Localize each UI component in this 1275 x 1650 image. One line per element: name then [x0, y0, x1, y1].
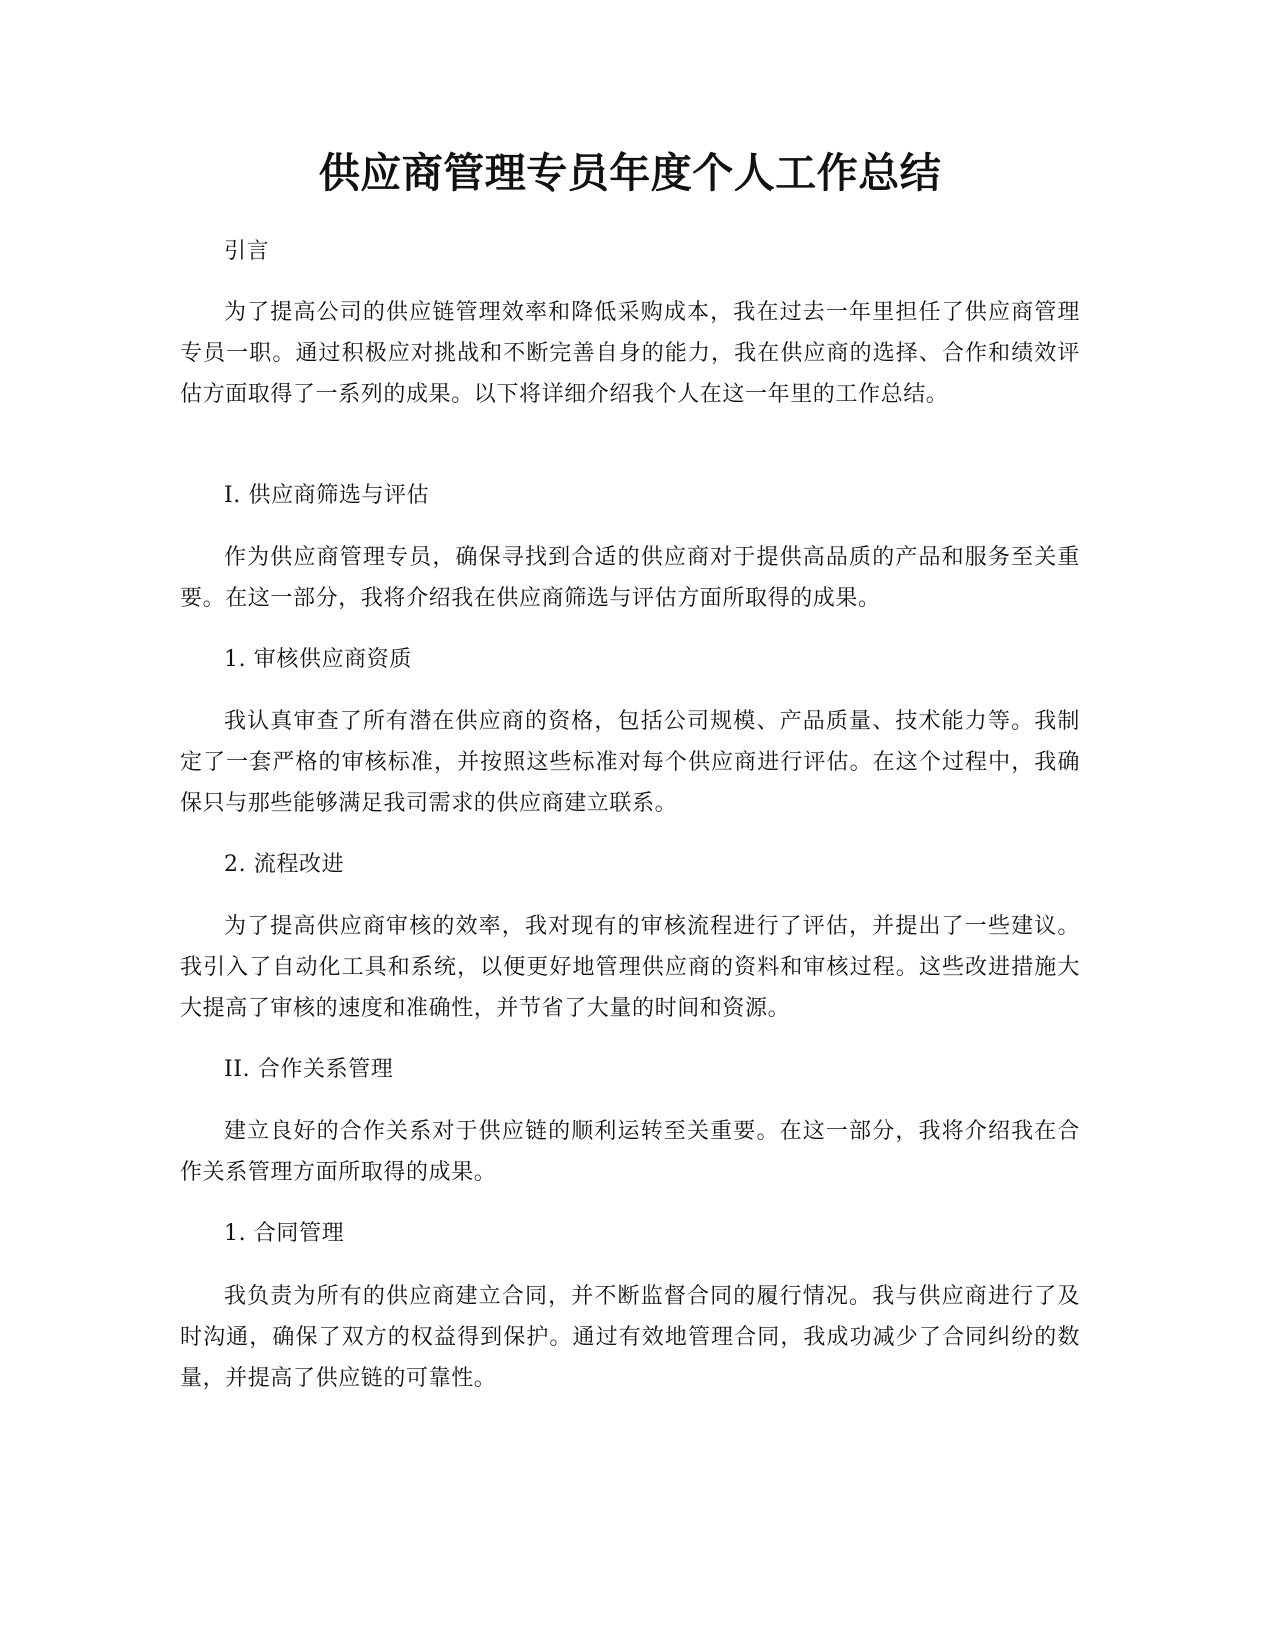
section1-heading: I. 供应商筛选与评估	[224, 483, 430, 508]
section1-paragraph: 作为供应商管理专员，确保寻找到合适的供应商对于提供高品质的产品和服务至关重要。在这一部分，我将介绍我在供应商筛选与评估方面所取得的成果。	[180, 545, 1080, 611]
section1-sub1-heading: 1. 审核供应商资质	[224, 647, 412, 672]
section2-paragraph: 建立良好的合作关系对于供应链的顺利运转至关重要。在这一部分，我将介绍我在合作关系管理方面所取得的成果。	[180, 1119, 1080, 1185]
section2-sub1-heading: 1. 合同管理	[224, 1221, 345, 1246]
intro-heading: 引言	[224, 239, 270, 264]
document-title: 供应商管理专员年度个人工作总结	[318, 149, 942, 197]
section1-sub2-paragraph: 为了提高供应商审核的效率，我对现有的审核流程进行了评估，并提出了一些建议。我引入了自动化工具和系统，以便更好地管理供应商的资料和审核过程。这些改进措施大大提高了审核的速度和准确性，并节省了大量的时间和资源。	[180, 914, 1080, 1021]
section2-sub1-paragraph: 我负责为所有的供应商建立合同，并不断监督合同的履行情况。我与供应商进行了及时沟通，确保了双方的权益得到保护。通过有效地管理合同，我成功减少了合同纠纷的数量，并提高了供应链的可靠性。	[180, 1284, 1080, 1391]
intro-paragraph: 为了提高公司的供应链管理效率和降低采购成本，我在过去一年里担任了供应商管理专员一职。通过积极应对挑战和不断完善自身的能力，我在供应商的选择、合作和绩效评估方面取得了一系列的成果。以下将详细介绍我个人在这一年里的工作总结。	[180, 300, 1080, 407]
section1-sub1-paragraph: 我认真审查了所有潜在供应商的资格，包括公司规模、产品质量、技术能力等。我制定了一套严格的审核标准，并按照这些标准对每个供应商进行评估。在这个过程中，我确保只与那些能够满足我司需求的供应商建立联系。	[180, 709, 1080, 816]
section1-sub2-heading: 2. 流程改进	[224, 852, 345, 877]
section2-heading: II. 合作关系管理	[224, 1057, 394, 1082]
